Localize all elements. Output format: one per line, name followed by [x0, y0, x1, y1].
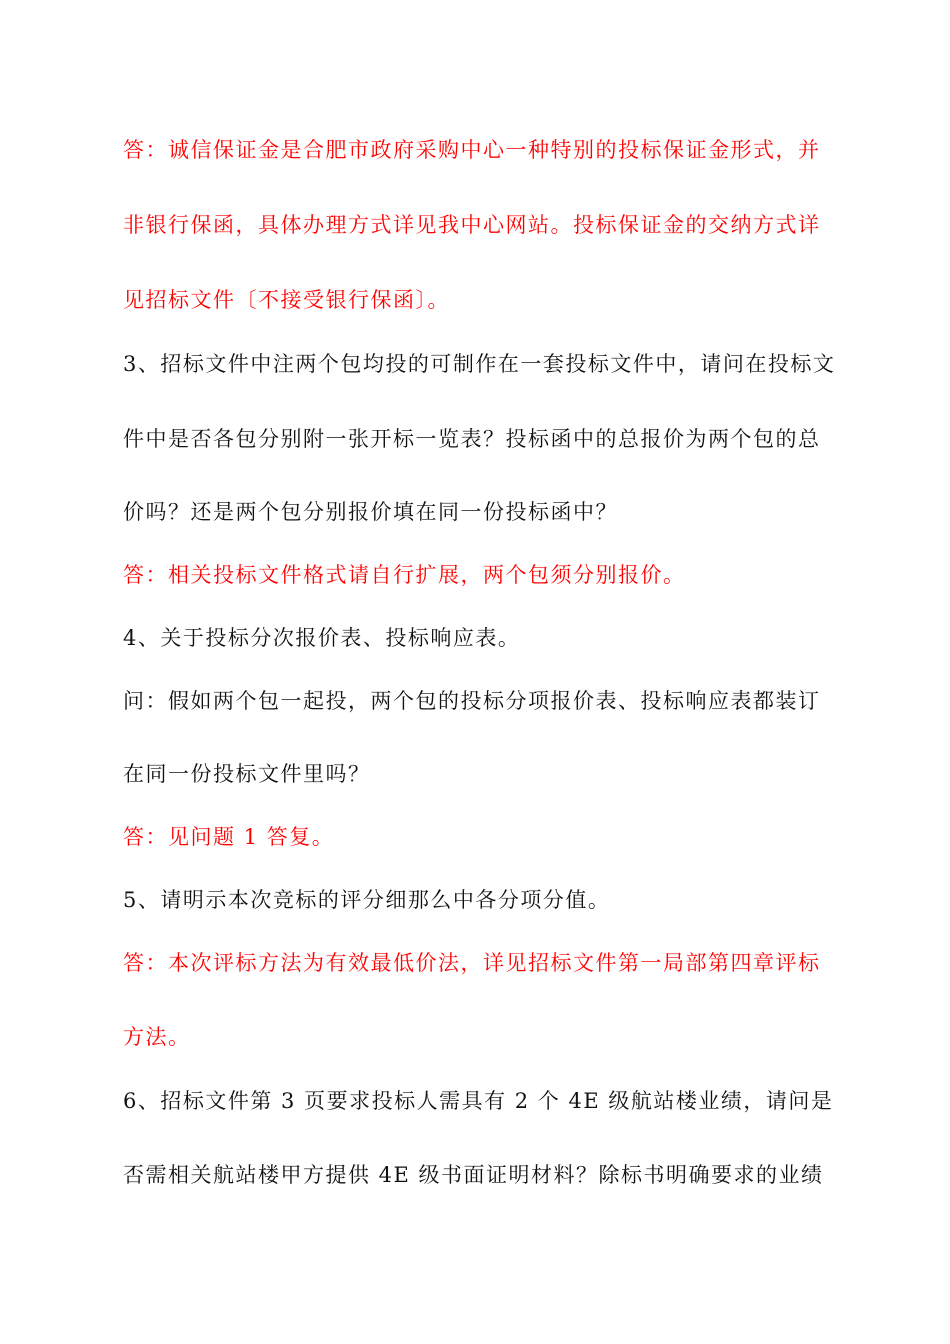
question-line: 价吗？还是两个包分别报价填在同一份投标函中？ — [123, 500, 618, 524]
question-line: 4、关于投标分次报价表、投标响应表。 — [123, 626, 521, 650]
answer-line: 答：本次评标方法为有效最低价法，详见招标文件第一局部第四章评标 — [123, 951, 821, 975]
question-line: 件中是否各包分别附一张开标一览表？投标函中的总报价为两个包的总 — [123, 427, 821, 451]
question-line: 问：假如两个包一起投，两个包的投标分项报价表、投标响应表都装订 — [123, 689, 821, 713]
question-line: 在同一份投标文件里吗？ — [123, 762, 371, 786]
answer-line: 答：诚信保证金是合肥市政府采购中心一种特别的投标保证金形式，并 — [123, 138, 821, 162]
answer-line: 见招标文件〔不接受银行保函〕。 — [123, 288, 450, 312]
answer-line: 答：见问题 1 答复。 — [123, 825, 335, 849]
question-line: 6、招标文件第 3 页要求投标人需具有 2 个 4E 级航站楼业绩，请问是 — [123, 1089, 834, 1113]
answer-line: 非银行保函，具体办理方式详见我中心网站。投标保证金的交纳方式详 — [123, 213, 821, 237]
question-line: 3、招标文件中注两个包均投的可制作在一套投标文件中，请问在投标文 — [123, 352, 836, 376]
answer-line: 方法。 — [123, 1025, 191, 1049]
answer-line: 答：相关投标文件格式请自行扩展，两个包须分别报价。 — [123, 563, 686, 587]
question-line: 否需相关航站楼甲方提供 4E 级书面证明材料？除标书明确要求的业绩 — [123, 1163, 824, 1187]
question-line: 5、请明示本次竞标的评分细那么中各分项分值。 — [123, 888, 611, 912]
